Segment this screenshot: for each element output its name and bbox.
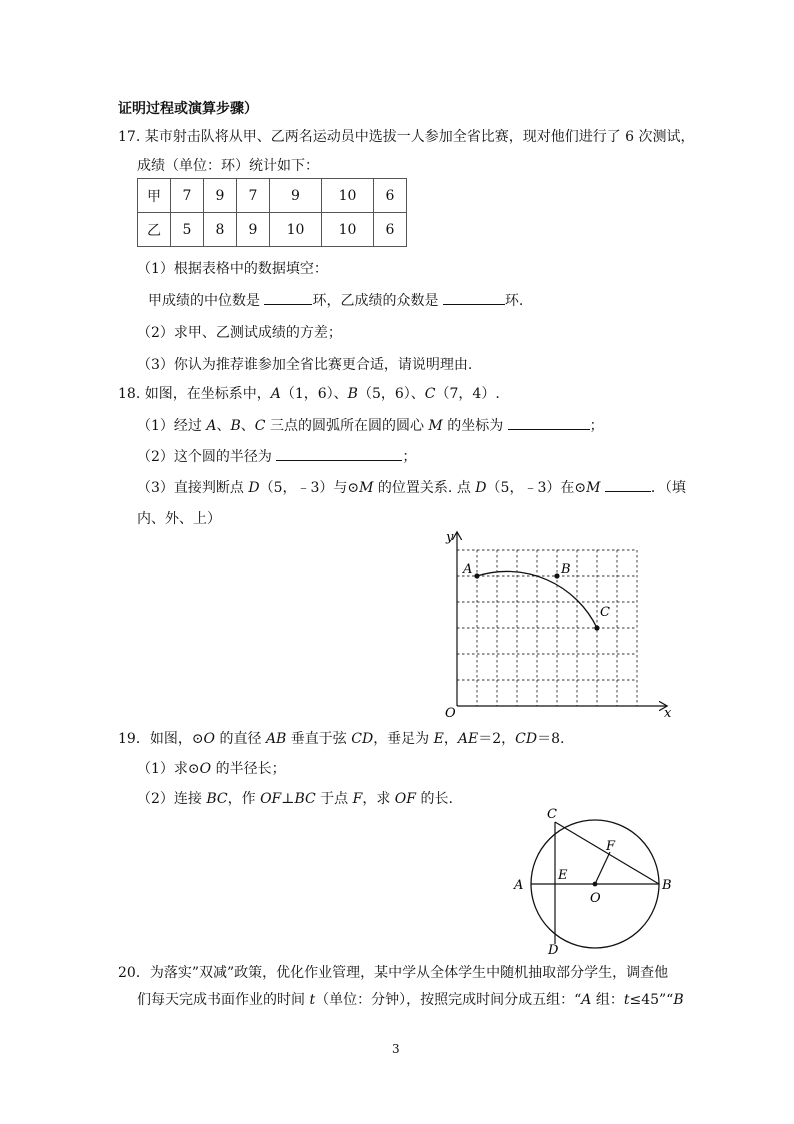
table-cell: 9	[270, 179, 322, 213]
var-a: A	[206, 418, 217, 434]
stem-text: （5，﹣3）与⊙	[259, 480, 360, 496]
point-c-label: C	[600, 605, 610, 620]
q18-part1	[137, 415, 604, 435]
table-cell: 6	[374, 213, 407, 247]
var-o: O	[203, 731, 216, 747]
var-of: OF	[260, 791, 282, 807]
q17-part1-fill	[148, 290, 523, 310]
segment-of	[595, 852, 610, 884]
stem-text: ，求	[362, 791, 395, 807]
stem-text: （5，﹣3）在⊙	[486, 480, 587, 496]
stem-text: 、	[216, 418, 231, 434]
q17-part2: （2）求甲、乙测试成绩的方差；	[137, 325, 342, 341]
stem-text: 们每天完成书面作业的时间	[137, 992, 310, 1008]
var-t: t	[309, 992, 316, 1008]
var-a: A	[270, 386, 281, 402]
stem-text: 的坐标为	[442, 418, 508, 434]
answer-blank[interactable]	[443, 290, 505, 305]
table-cell: 5	[171, 213, 204, 247]
table-cell: 8	[204, 213, 237, 247]
q19-part1	[137, 758, 286, 778]
stem-text: ；	[589, 418, 604, 434]
stem-text: 18. 如图，在坐标系中，	[118, 386, 271, 402]
stem-text: 的半径长；	[211, 761, 286, 777]
var-cd: CD	[515, 731, 538, 747]
point-b	[554, 573, 559, 578]
coordinate-grid-figure	[430, 525, 680, 725]
table-row	[138, 179, 407, 213]
var-e: E	[433, 731, 444, 747]
stem-text: （单位：分钟），按照完成时间分成五组：“	[315, 992, 582, 1008]
table-cell: 6	[374, 179, 407, 213]
stem-text: 的直径	[215, 731, 266, 747]
scores-table	[137, 178, 407, 247]
var-d: D	[475, 480, 487, 496]
q20-line1: 20．为落实”双减”政策，优化作业管理，某中学从全体学生中随机抽取部分学生，调查他	[118, 965, 669, 981]
var-m: M	[586, 480, 601, 496]
stem-text: ≤45”“	[629, 992, 674, 1008]
q17-stem-line2: 成绩（单位：环）统计如下：	[137, 158, 319, 174]
stem-text: ；	[402, 449, 417, 465]
label-e: E	[558, 868, 568, 883]
q19-stem	[118, 728, 564, 748]
arc-abc	[477, 571, 597, 628]
fill-text: 环.	[504, 293, 524, 309]
label-o: O	[590, 891, 601, 906]
stem-text: （2）这个圆的半径为	[137, 449, 277, 465]
stem-text: （1）求⊙	[137, 761, 200, 777]
stem-text: 的长.	[416, 791, 453, 807]
var-b: B	[673, 992, 684, 1008]
stem-text: 19．如图，⊙	[118, 731, 204, 747]
var-cd: CD	[351, 731, 374, 747]
table-row	[138, 213, 407, 247]
label-d: D	[548, 943, 559, 956]
q18-part3	[137, 477, 686, 497]
var-ab: AB	[265, 731, 287, 747]
point-a	[474, 573, 479, 578]
answer-blank[interactable]	[508, 415, 590, 430]
table-cell: 7	[171, 179, 204, 213]
circle-figure	[505, 806, 685, 956]
stem-text: （1）经过	[137, 418, 207, 434]
stem-text: 的位置关系. 点	[373, 480, 476, 496]
stem-text: （2）连接	[137, 791, 207, 807]
stem-text: ＝2，	[478, 731, 516, 747]
label-b: B	[662, 878, 672, 893]
q17-part3: （3）你认为推荐谁参加全省比赛更合适，请说明理由.	[137, 357, 473, 373]
q17-part1: （1）根据表格中的数据填空：	[137, 261, 328, 277]
answer-blank[interactable]	[605, 477, 651, 492]
var-d: D	[248, 480, 260, 496]
table-cell: 甲	[138, 179, 171, 213]
q20-line2	[137, 989, 684, 1009]
stem-text: （7，4）.	[435, 386, 500, 402]
q18-part3-line2: 内、外、上）	[137, 511, 221, 527]
label-a: A	[514, 878, 524, 893]
var-of: OF	[394, 791, 416, 807]
var-c: C	[254, 418, 266, 434]
stem-text: 于点	[315, 791, 353, 807]
table-cell: 9	[204, 179, 237, 213]
fill-text: 甲成绩的中位数是	[148, 293, 265, 309]
var-t: t	[623, 992, 630, 1008]
var-m: M	[359, 480, 374, 496]
origin-label: O	[445, 706, 456, 721]
q18-part2	[137, 446, 416, 466]
answer-blank[interactable]	[264, 290, 312, 305]
label-f: F	[606, 839, 616, 854]
y-axis-label: y	[446, 530, 454, 545]
page-number: 3	[392, 1042, 400, 1056]
stem-text: 垂直于弦	[286, 731, 352, 747]
stem-text: 、	[240, 418, 255, 434]
var-o: O	[199, 761, 212, 777]
stem-text: ，作	[227, 791, 261, 807]
var-f: F	[352, 791, 363, 807]
var-c: C	[424, 386, 436, 402]
fill-text: 环，乙成绩的众数是	[312, 293, 443, 309]
stem-text: 三点的圆弧所在圆的圆心	[265, 418, 429, 434]
var-ae: AE	[457, 731, 479, 747]
var-bc: BC	[294, 791, 316, 807]
q17-stem-line1: 17. 某市射击队将从甲、乙两名运动员中选拔一人参加全省比赛，现对他们进行了 6 次测试，	[118, 129, 695, 145]
stem-text: ．（填	[650, 480, 686, 496]
stem-text: ，	[443, 731, 458, 747]
stem-text: （1，6）、	[280, 386, 348, 402]
table-cell: 9	[237, 213, 270, 247]
point-b-label: B	[561, 562, 571, 577]
stem-text: ＝8.	[537, 731, 565, 747]
q19-part2	[137, 788, 453, 808]
point-c	[594, 625, 599, 630]
var-bc: BC	[206, 791, 228, 807]
point-a-label: A	[463, 562, 473, 577]
stem-text: （3）直接判断点	[137, 480, 249, 496]
stem-text: 组：	[591, 992, 624, 1008]
var-b: B	[347, 386, 358, 402]
table-cell: 7	[237, 179, 270, 213]
table-cell: 10	[270, 213, 322, 247]
section-header: 证明过程或演算步骤）	[118, 101, 258, 117]
x-axis-label: x	[664, 706, 672, 721]
var-m: M	[428, 418, 443, 434]
q18-stem	[118, 383, 500, 403]
var-a: A	[581, 992, 592, 1008]
var-b: B	[230, 418, 241, 434]
table-cell: 10	[322, 213, 374, 247]
center-o	[593, 882, 598, 887]
stem-text: ，垂足为	[373, 731, 434, 747]
table-cell: 10	[322, 179, 374, 213]
label-c: C	[547, 807, 557, 822]
answer-blank[interactable]	[276, 446, 402, 461]
stem-text: （5，6）、	[357, 386, 425, 402]
stem-text: ⊥	[281, 791, 295, 807]
table-cell: 乙	[138, 213, 171, 247]
